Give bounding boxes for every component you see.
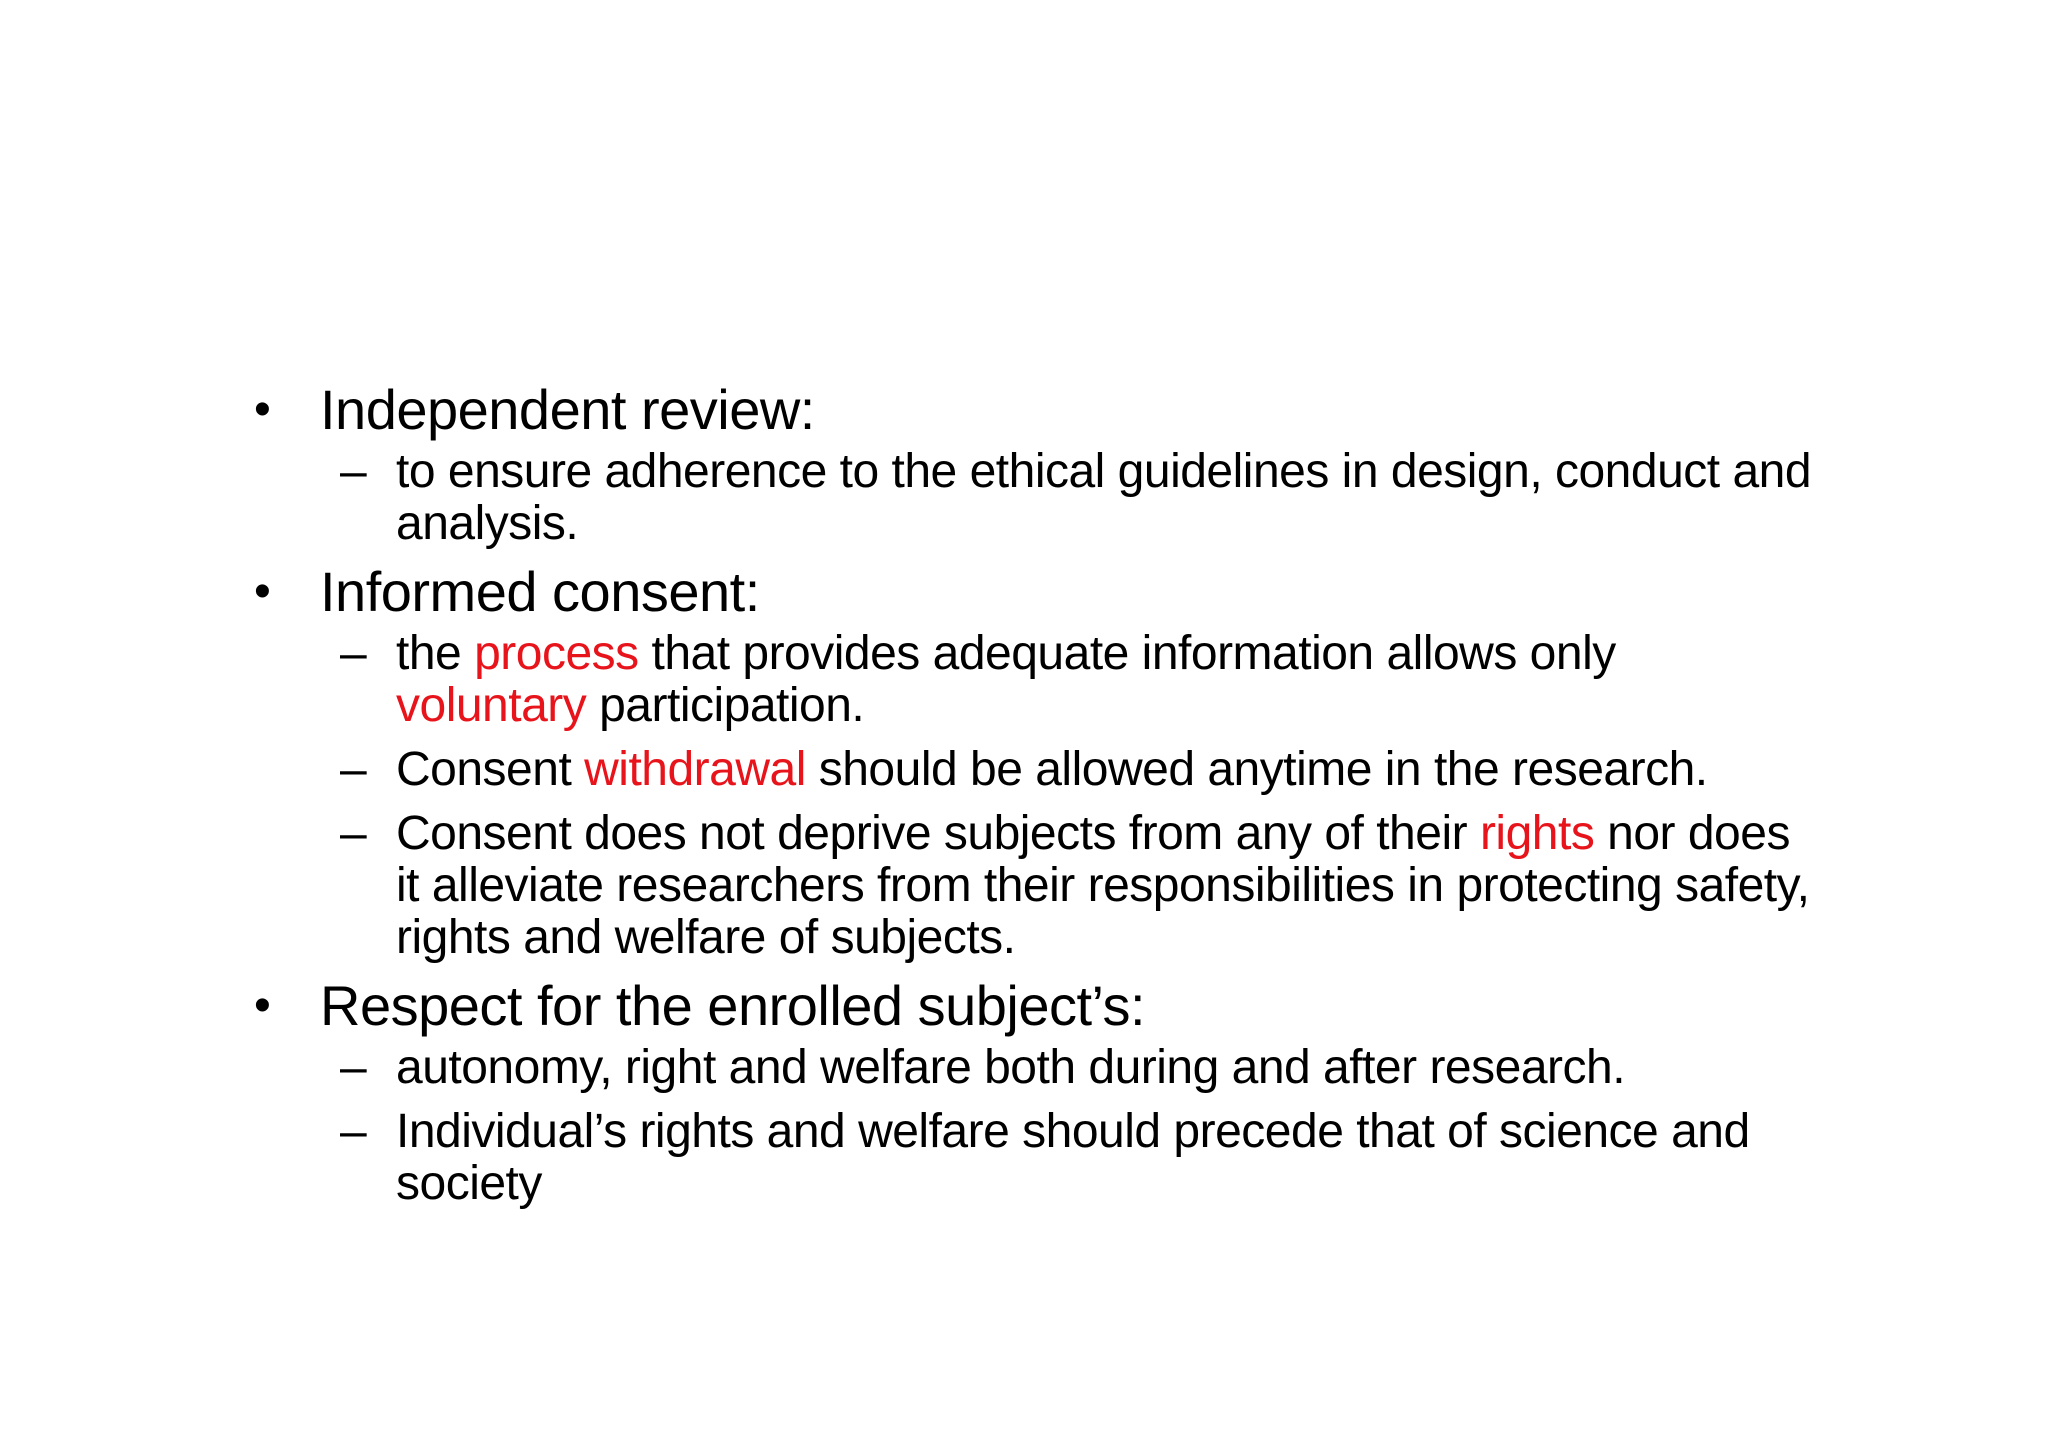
sub-text: to ensure adherence to the ethical guidelines in design, conduct and analysis. [396,445,1812,550]
highlight-word: process [474,627,639,680]
sub-text: the [396,627,475,680]
bullet-marker: • [254,565,271,618]
bullet-heading: Informed consent: [320,560,760,623]
sub-item [252,744,1812,796]
dash-marker: – [340,627,367,680]
bullet-marker: • [254,979,271,1032]
highlight-word: rights [1479,807,1595,860]
sub-text: Consent [396,743,585,796]
bullet-informed-consent [252,562,1812,622]
bullet-heading: Respect for the enrolled subject’s: [320,974,1146,1037]
sub-text: autonomy, right and welfare both during and after research. [396,1041,1626,1094]
slide-content [252,370,1812,1222]
bullet-heading: Independent review: [320,378,815,441]
dash-marker: – [340,743,367,796]
bullet-marker: • [254,383,271,436]
sub-list [252,628,1812,964]
dash-marker: – [340,445,367,498]
sub-item [252,1106,1812,1210]
sub-item [252,446,1812,550]
dash-marker: – [340,1041,367,1094]
bullet-independent-review [252,380,1812,440]
sub-item [252,628,1812,732]
sub-text: nor does it alleviate researchers from their responsibilities in protecting safety, rights and welfare of subjects. [396,807,1810,964]
sub-item [252,808,1812,964]
sub-text: Individual’s rights and welfare should precede that of science and society [396,1105,1750,1210]
sub-list [252,1042,1812,1210]
sub-item [252,1042,1812,1094]
dash-marker: – [340,807,367,860]
sub-text: Consent does not deprive subjects from any of their [396,807,1480,860]
sub-text: should be allowed anytime in the research. [805,743,1708,796]
highlight-word: voluntary [396,679,587,732]
highlight-word: withdrawal [584,743,806,796]
bullet-respect-for-subjects [252,976,1812,1036]
sub-text: that provides adequate information allows only [638,627,1616,680]
sub-list [252,446,1812,550]
sub-text: participation. [586,679,865,732]
dash-marker: – [340,1105,367,1158]
